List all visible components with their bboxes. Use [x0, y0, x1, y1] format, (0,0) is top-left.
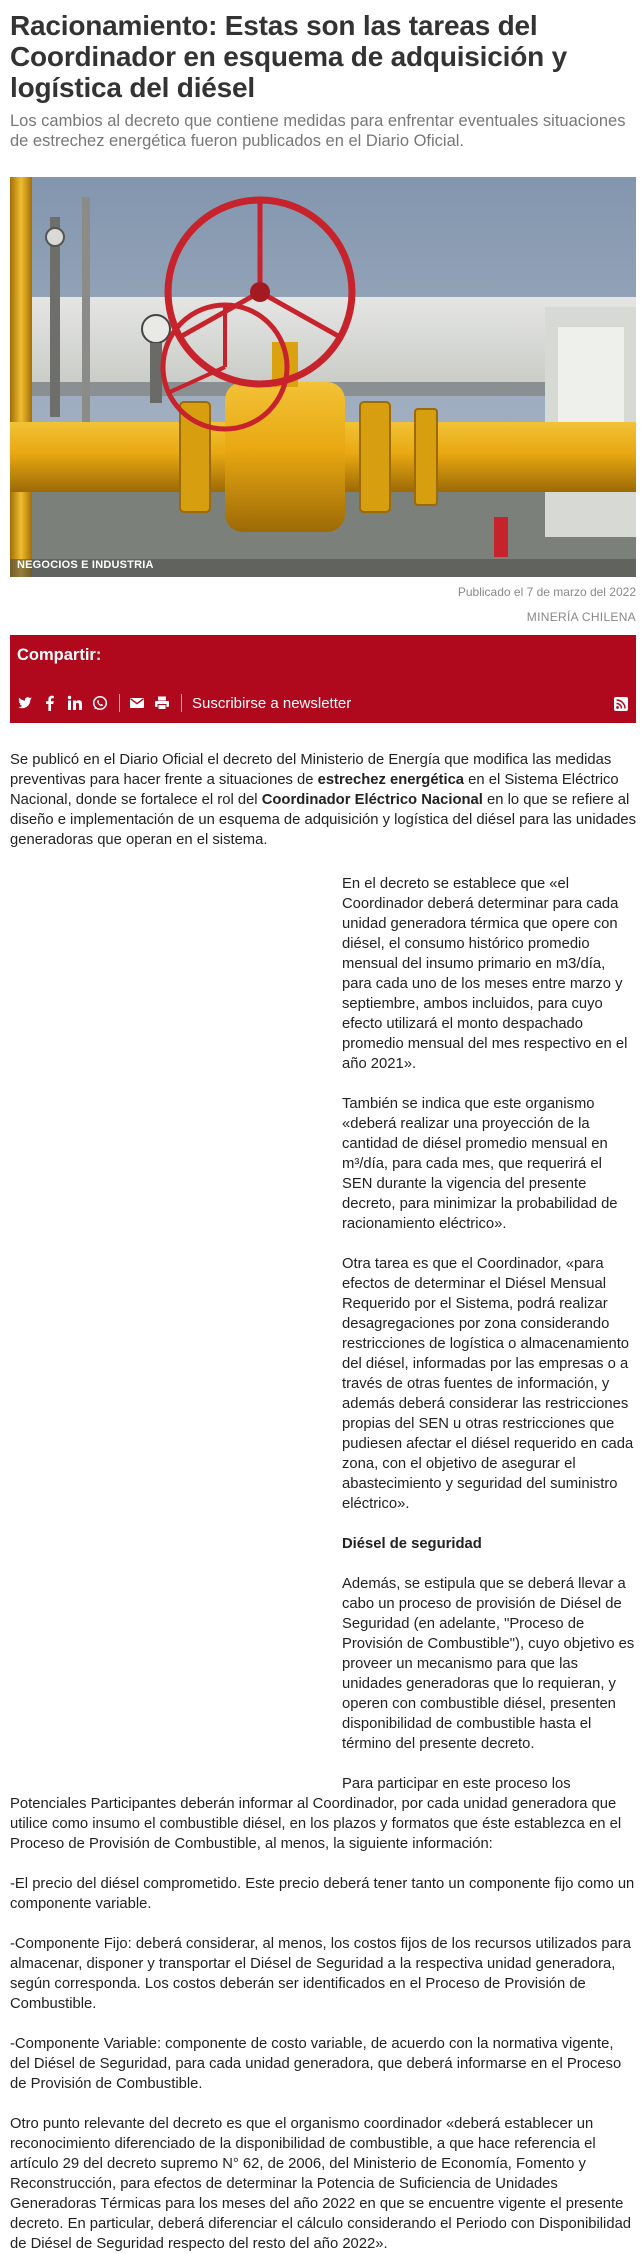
- pipeline-valve-illustration: [10, 177, 636, 577]
- body-paragraph: En el decreto se establece que «el Coordinador deberá determinar para cada unidad generadora térmica que opere con diésel, el consumo histórico promedio mensual del insumo primario en m3/día, para cada uno de los meses entre marzo y septiembre, ambos incluidos, para cuyo efecto utilizará el monto despachado promedio mensual del mes respectivo en el año 2021».: [342, 876, 628, 1072]
- share-bar: [10, 635, 636, 723]
- hero-image[interactable]: [10, 177, 636, 577]
- body-paragraph: Otra tarea es que el Coordinador, «para efectos de determinar el Diésel Mensual Requerido por el Sistema, podrá realizar desagregaciones por zona considerando restricciones de logística o almacenamiento del diésel, informadas por las empresas o a través de otras fuentes de información, y además deberá considerar las restricciones propias del SEN u otras restricciones que pudiesen afectar el diésel requerido en cada zona, con el objetivo de asegurar el abastecimiento y seguridad del suministro eléctrico».: [342, 1256, 634, 1512]
- rss-icon[interactable]: [614, 697, 628, 711]
- body-paragraph: -Componente Fijo: deberá considerar, al menos, los costos fijos de los recursos utilizados para almacenar, disponer y transportar el Diésel de Seguridad a la respectiva unidad generadora, según corresponda. Los costos deberán ser identificados en el Proceso de Provisión de Combustible.: [10, 1936, 631, 2012]
- share-divider: [119, 694, 120, 712]
- intro-bold-term: estrechez energética: [317, 772, 465, 788]
- category-badge[interactable]: NEGOCIOS E INDUSTRIA: [17, 559, 154, 571]
- intro-text: en lo que se refiere al diseño e implementación de un esquema de adquisición y logística del diésel para las unidades generadoras que operan en el sistema.: [10, 792, 636, 848]
- intro-bold-term: Coordinador Eléctrico Nacional: [261, 792, 483, 808]
- article-title: Racionamiento: Estas son las tareas del Coordinador en esquema de adquisición y logística del diésel: [10, 10, 567, 103]
- publish-date: Publicado el 7 de marzo del 2022: [457, 585, 636, 599]
- facebook-icon[interactable]: [42, 695, 58, 711]
- body-paragraph: También se indica que este organismo «deberá realizar una proyección de la cantidad de diésel promedio mensual en m³/día, para cada mes, que requerirá el SEN durante la vigencia del presente decreto, para minimizar la probabilidad de racionamiento eléctrico».: [342, 1096, 618, 1232]
- article: [10, 0, 636, 2254]
- body-paragraph: Para participar en este proceso los Potenciales Participantes deberán informar al Coordinador, por cada unidad generadora que utilice como insumo el combustible diésel, en los plazos y formatos que éste establezca en el Proceso de Provisión de Combustible, al menos, la siguiente información:: [10, 1776, 622, 1852]
- share-divider: [181, 694, 182, 712]
- body-paragraph: Además, se estipula que se deberá llevar a cabo un proceso de provisión de Diésel de Seguridad (en adelante, "Proceso de Provisión de Combustible"), cuyo objetivo es proveer un mecanismo para que las unidades generadoras que lo requieran, y operen con combustible diésel, presenten disponibilidad de combustible hasta el término del presente decreto.: [342, 1576, 635, 1752]
- body-paragraph: Otro punto relevante del decreto es que el organismo coordinador «deberá establecer un reconocimiento diferenciado de la disponibilidad de combustible, a que hace referencia el artículo 29 del decreto supremo N° 62, de 2006, del Ministerio de Economía, Fomento y Reconstrucción, para efectos de determinar la Potencia de Suficiencia de Unidades Generadoras Térmicas para los meses del año 2022 en que se encuentre vigente el presente decreto. En particular, deberá diferenciar el cálculo considerando el Periodo con Disponibilidad de Diésel de Seguridad respecto del resto del año 2022».: [10, 2116, 632, 2252]
- ad-placeholder: [10, 874, 342, 1777]
- share-icons-row: [17, 693, 351, 713]
- intro-text: en el Sistema Eléctrico Nacional, donde se fortalece el rol del: [10, 772, 619, 808]
- article-body: [10, 874, 636, 2254]
- email-icon[interactable]: [129, 695, 145, 711]
- article-intro: [10, 750, 636, 850]
- whatsapp-icon[interactable]: [92, 695, 108, 711]
- body-paragraph: -Componente Variable: componente de costo variable, de acuerdo con la normativa vigente, del Diésel de Seguridad, para cada unidad generadora, que deberá informarse en el Proceso de Provisión de Combustible.: [10, 2036, 622, 2092]
- twitter-icon[interactable]: [17, 695, 33, 711]
- section-heading: Diésel de seguridad: [342, 1536, 482, 1552]
- newsletter-link[interactable]: Suscribirse a newsletter: [192, 694, 352, 712]
- linkedin-icon[interactable]: [67, 695, 83, 711]
- intro-text: Se publicó en el Diario Oficial el decreto del Ministerio de Energía que modifica las medidas preventivas para hacer frente a situaciones de: [10, 752, 612, 788]
- share-label: Compartir:: [17, 646, 102, 664]
- article-source[interactable]: MINERÍA CHILENA: [526, 610, 636, 624]
- body-paragraph: -El precio del diésel comprometido. Este precio deberá tener tanto un componente fijo como un componente variable.: [10, 1876, 635, 1912]
- article-subtitle: Los cambios al decreto que contiene medidas para enfrentar eventuales situaciones de estrechez energética fueron publicados en el Diario Oficial.: [10, 112, 626, 150]
- print-icon[interactable]: [154, 695, 170, 711]
